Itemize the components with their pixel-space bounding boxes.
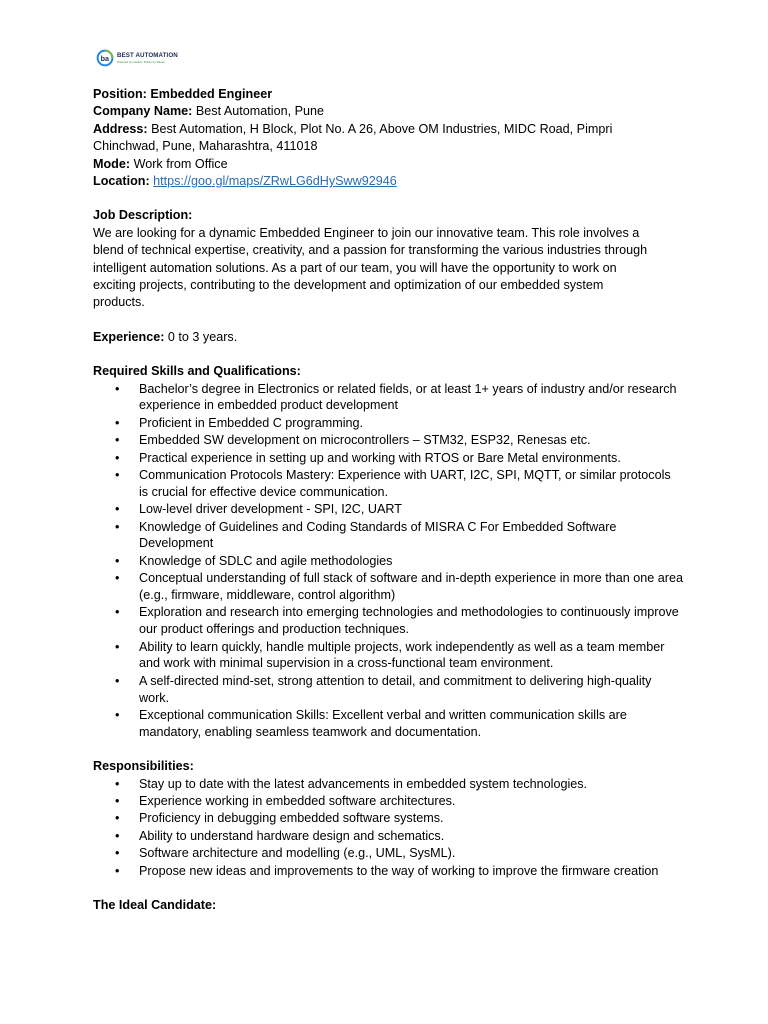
job-description-line: exciting projects, contributing to the development and optimization of our embedded system [93, 278, 604, 293]
list-item: • Exploration and research into emerging technologies and methodologies to continuously improve our product offerings and production techniques. [93, 604, 683, 638]
logo-tagline: Powered by Intellect. Driven by Values. [117, 59, 166, 64]
ideal-candidate-heading: The Ideal Candidate: [93, 897, 217, 912]
job-description-line: intelligent automation solutions. As a part of our team, you will have the opportunity to work on [93, 260, 617, 275]
address-line [93, 121, 683, 138]
list-item: • Communication Protocols Mastery: Experience with UART, I2C, SPI, MQTT, or similar protocols is crucial for effective device communication. [93, 467, 683, 501]
list-item: • Low-level driver development - SPI, I2C, UART [93, 501, 683, 518]
spacer [93, 312, 683, 329]
list-item: • Exceptional communication Skills: Excellent verbal and written communication skills are mandatory, enabling seamless teamwork and documentation. [93, 707, 683, 741]
svg-text:ba: ba [100, 53, 110, 63]
location-map-link[interactable]: https://goo.gl/maps/ZRwLG6dHySww92946 [153, 174, 397, 189]
spacer [93, 880, 683, 897]
list-item: • Proficient in Embedded C programming. [93, 415, 683, 432]
list-item: • Ability to learn quickly, handle multiple projects, work independently as well as a team member and work with minimal supervision in a cross-functional team environment. [93, 639, 683, 673]
list-item: • Embedded SW development on microcontrollers – STM32, ESP32, Renesas etc. [93, 432, 683, 449]
mode-label: Mode: [93, 156, 131, 171]
company-line [93, 103, 683, 120]
best-automation-logo-icon [96, 49, 114, 67]
list-item: • Experience working in embedded software architectures. [93, 793, 683, 810]
address-value-line1: Best Automation, H Block, Plot No. A 26, Above OM Industries, MIDC Road, Pimpri [151, 121, 613, 136]
responsibilities-heading: Responsibilities: [93, 759, 194, 774]
list-item: • Propose new ideas and improvements to the way of working to improve the firmware creation [93, 863, 683, 880]
spacer [93, 346, 683, 363]
job-description-line: We are looking for a dynamic Embedded Engineer to join our innovative team. This role involves a [93, 225, 640, 240]
list-item: • A self-directed mind-set, strong attention to detail, and commitment to delivering high-quality work. [93, 673, 683, 707]
experience-label: Experience: [93, 329, 165, 344]
address-line-2 [93, 138, 683, 155]
list-item: • Knowledge of SDLC and agile methodologies [93, 553, 683, 570]
list-item: • Software architecture and modelling (e.g., UML, SysML). [93, 845, 683, 862]
list-item: • Proficiency in debugging embedded software systems. [93, 810, 683, 827]
experience-line [93, 329, 683, 346]
location-label: Location: [93, 174, 150, 189]
logo-company-name: BEST AUTOMATION [117, 51, 178, 59]
company-logo [96, 46, 206, 70]
position-value: Embedded Engineer [150, 87, 273, 101]
address-label: Address: [93, 121, 148, 136]
spacer [93, 741, 683, 758]
job-description-line: products. [93, 295, 145, 310]
list-item: • Bachelor’s degree in Electronics or related fields, or at least 1+ years of industry and/or research experience in embedded product development [93, 381, 683, 415]
list-item: • Conceptual understanding of full stack of software and in-depth experience in more than one area (e.g., firmware, middleware, control algorithm) [93, 570, 683, 604]
mode-value: Work from Office [133, 156, 228, 171]
experience-value: 0 to 3 years. [167, 329, 238, 344]
list-item: • Ability to understand hardware design and schematics. [93, 828, 683, 845]
list-item: • Practical experience in setting up and working with RTOS or Bare Metal environments. [93, 450, 683, 467]
list-item: • Stay up to date with the latest advancements in embedded system technologies. [93, 776, 683, 793]
job-description-heading: Job Description: [93, 208, 193, 223]
location-line [93, 173, 683, 190]
list-item: • Knowledge of Guidelines and Coding Standards of MISRA C For Embedded Software Development [93, 519, 683, 553]
position-label: Position: [93, 87, 147, 101]
responsibilities-list [93, 776, 683, 880]
skills-heading: Required Skills and Qualifications: [93, 364, 301, 379]
job-description-line: blend of technical expertise, creativity, and a passion for transforming the various industries through [93, 243, 648, 258]
spacer [93, 190, 683, 207]
company-label: Company Name: [93, 104, 193, 119]
document-body [93, 86, 683, 914]
position-line [93, 86, 683, 103]
mode-line [93, 156, 683, 173]
company-value: Best Automation, Pune [195, 104, 324, 119]
skills-list [93, 381, 683, 741]
job-description-text [93, 225, 683, 312]
address-value-line2: Chinchwad, Pune, Maharashtra, 411018 [93, 139, 318, 154]
